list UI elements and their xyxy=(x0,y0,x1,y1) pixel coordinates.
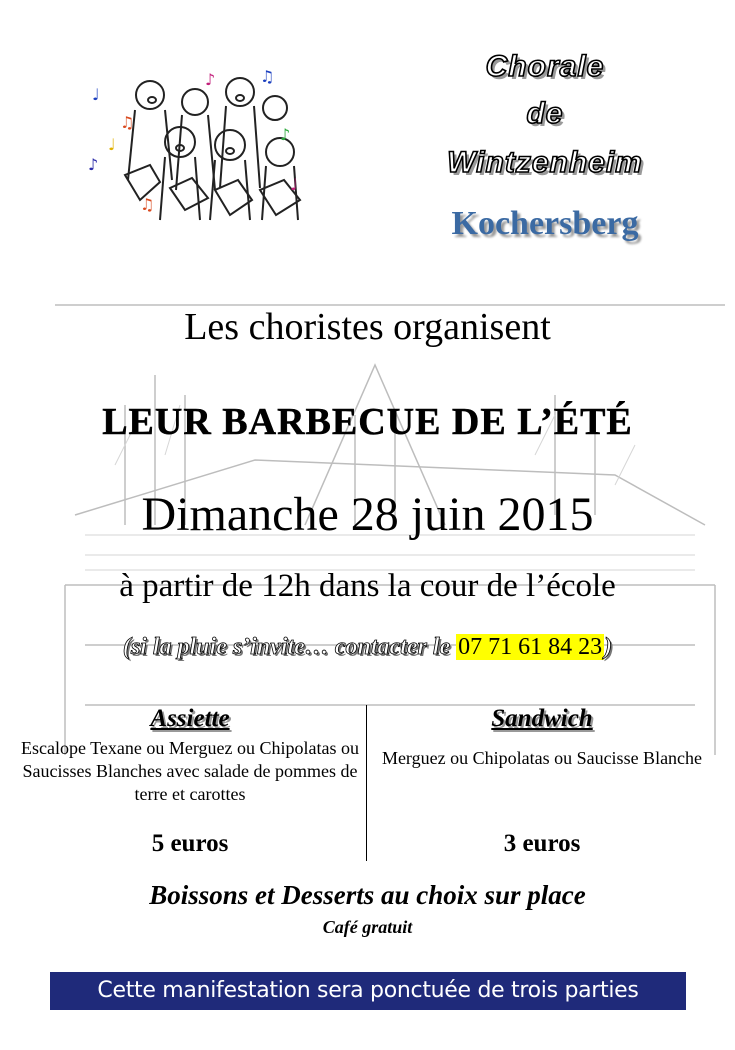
rain-contact-note xyxy=(0,634,735,661)
menu-assiette xyxy=(20,705,360,806)
svg-text:♪: ♪ xyxy=(205,70,216,89)
event-time-place: à partir de 12h dans la cour de l’école xyxy=(119,568,616,604)
svg-text:♩: ♩ xyxy=(290,175,298,194)
menu-sandwich-title: Sandwich xyxy=(491,705,593,732)
svg-text:♪: ♪ xyxy=(280,125,291,144)
intro-text: Les choristes organisent xyxy=(184,306,551,348)
svg-text:♫: ♫ xyxy=(140,195,155,214)
svg-text:♩: ♩ xyxy=(108,135,116,154)
menu-assiette-price: 5 euros xyxy=(151,830,229,857)
menu-assiette-title: Assiette xyxy=(150,705,230,732)
svg-text:♫: ♫ xyxy=(260,70,275,86)
event-title: LEUR BARBECUE DE L’ÉTÉ xyxy=(102,401,633,443)
footer-banner: Cette manifestation sera ponctuée de trois parties chantées xyxy=(50,972,686,1010)
chorale-title-line-1: Chorale xyxy=(485,50,605,83)
menu-sandwich xyxy=(372,705,712,770)
rain-note-suffix: ) xyxy=(604,634,613,660)
region-name: Kochersberg xyxy=(451,205,639,242)
chorale-title-line-2: de xyxy=(526,97,564,130)
svg-text:♫: ♫ xyxy=(120,113,135,132)
event-date: Dimanche 28 juin 2015 xyxy=(141,488,594,541)
free-coffee-text: Café gratuit xyxy=(322,917,413,937)
menu-divider xyxy=(366,705,367,861)
svg-text:♩: ♩ xyxy=(92,85,100,104)
menu-assiette-description: Escalope Texane ou Merguez ou Chipolatas ou Saucisses Blanches avec salade de pommes de terre et carottes xyxy=(21,738,359,804)
svg-text:♪: ♪ xyxy=(88,155,99,174)
choir-singers-illustration xyxy=(80,70,310,230)
menu-sandwich-description: Merguez ou Chipolatas ou Saucisse Blanche xyxy=(381,748,703,768)
contact-phone: 07 71 61 84 23 xyxy=(458,634,603,660)
chorale-title-line-3: Wintzenheim xyxy=(447,146,643,179)
menu-sandwich-price: 3 euros xyxy=(503,830,581,857)
drinks-desserts-text: Boissons et Desserts au choix sur place xyxy=(149,880,586,910)
rain-note-prefix: (si la pluie s’invite… contacter le xyxy=(122,634,457,660)
